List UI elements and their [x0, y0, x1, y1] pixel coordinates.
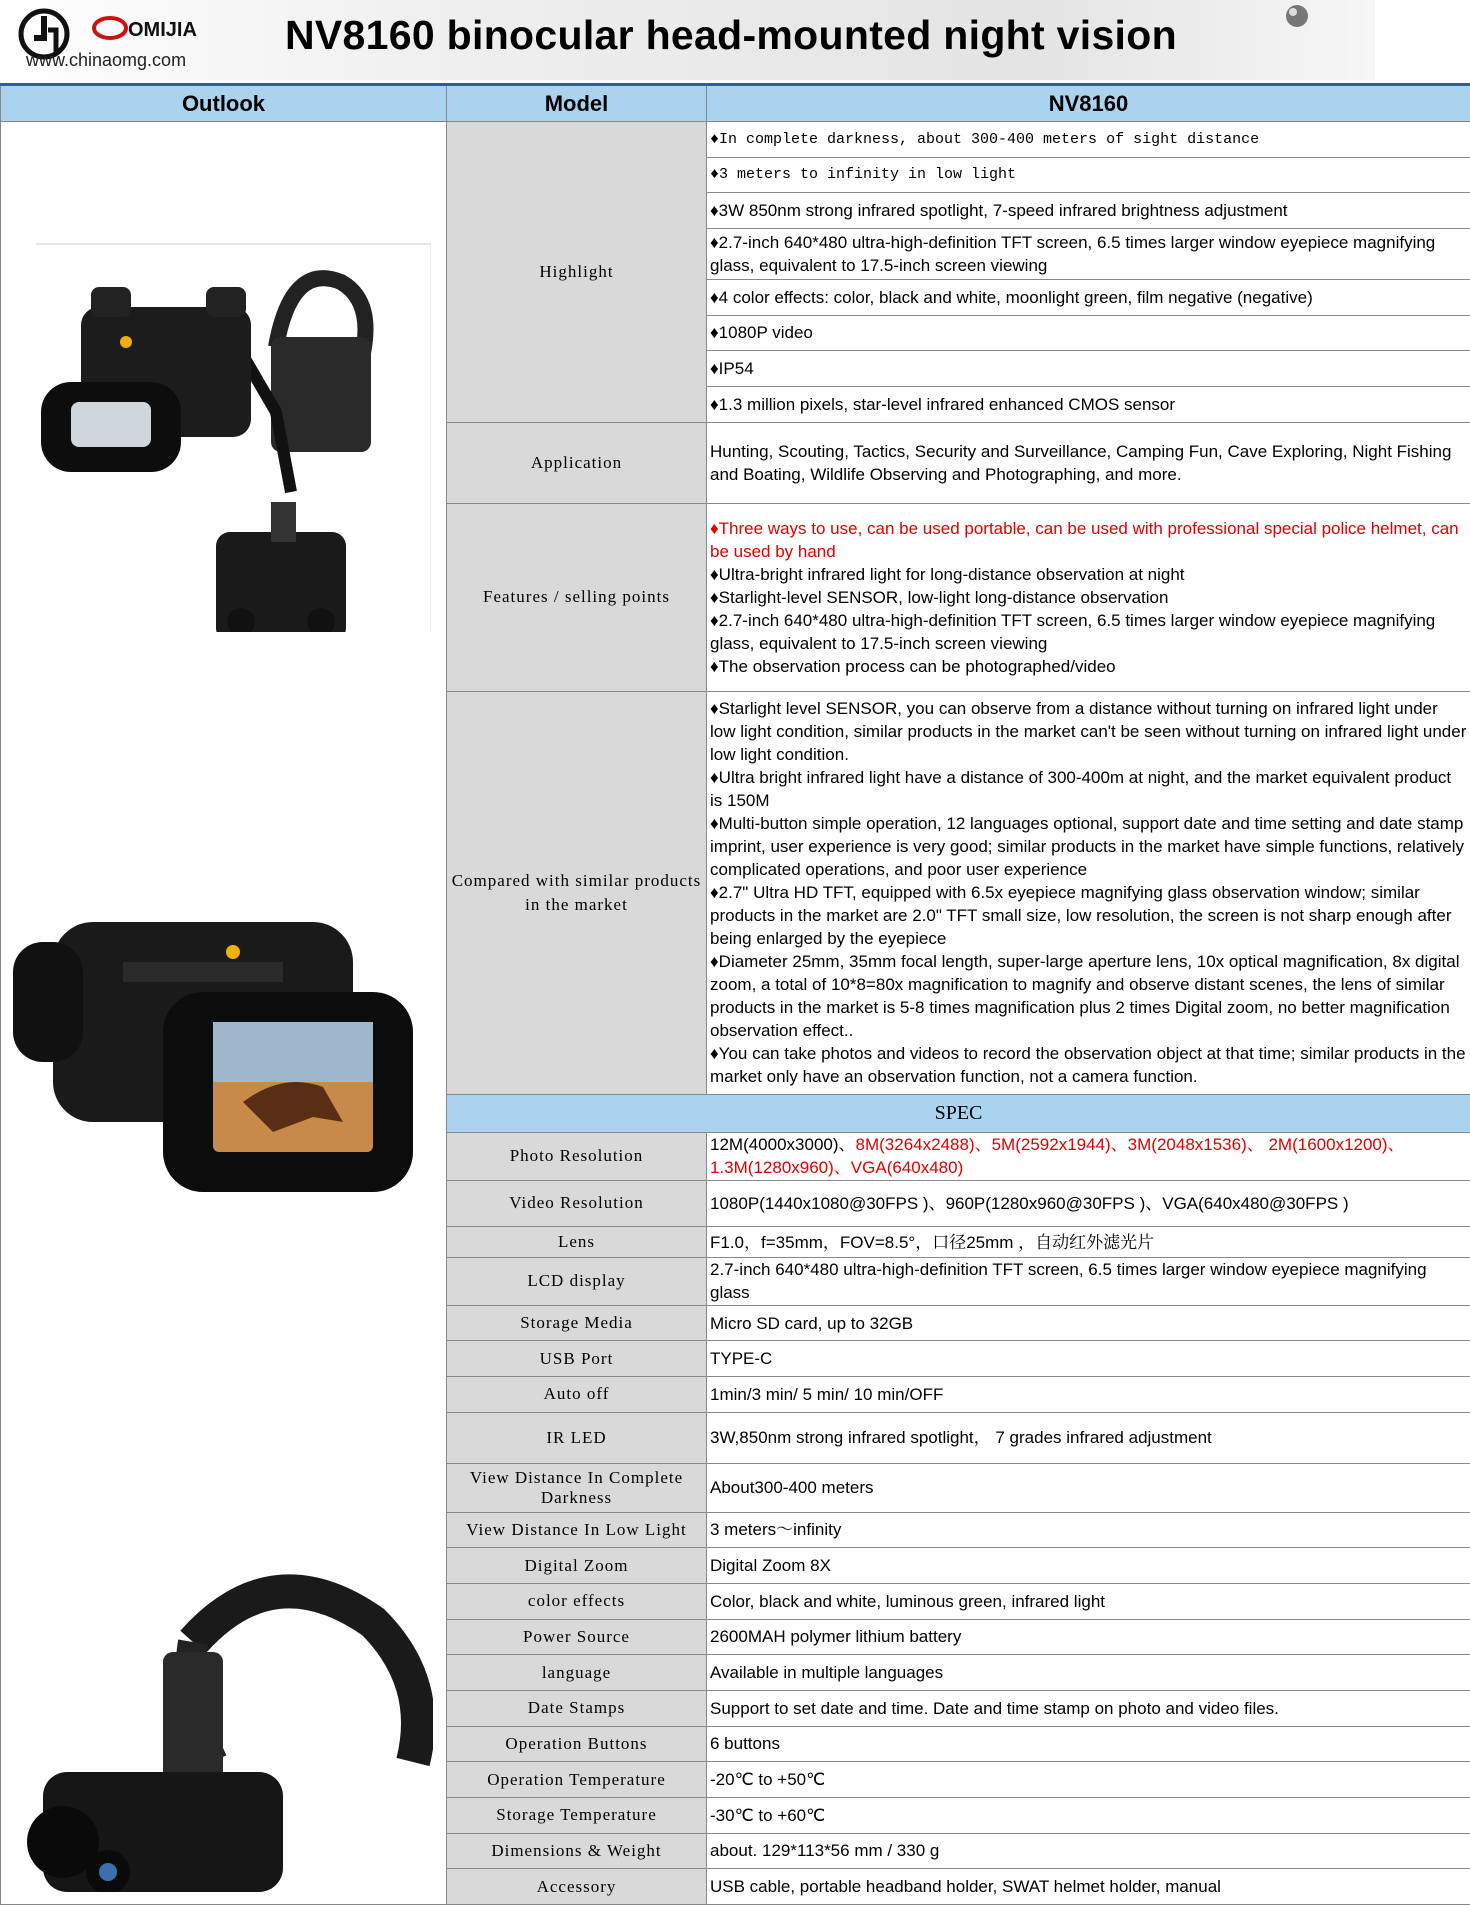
photo-resolution-others: 8M(3264x2488)、5M(2592x1944)、3M(2048x1536)、 2M(1600x1200)、1.3M(1280x960)、VGA(640x480) — [710, 1135, 1405, 1177]
compared-label: Compared with similar products in the market — [447, 691, 707, 1094]
spec-label: LCD display — [447, 1257, 707, 1305]
spec-value: Micro SD card, up to 32GB — [707, 1305, 1470, 1341]
photo-resolution-primary: 12M(4000x3000)、 — [710, 1135, 856, 1154]
spec-value: -30℃ to +60℃ — [707, 1797, 1470, 1833]
product-photo-binocular-screen — [13, 882, 443, 1202]
model-value-header: NV8160 — [707, 85, 1470, 122]
spec-label: Power Source — [447, 1619, 707, 1655]
highlight-item: ♦4 color effects: color, black and white, moonlight green, film negative (negative) — [707, 279, 1470, 315]
features-text — [707, 504, 1470, 691]
product-photos — [1, 122, 447, 1905]
highlight-label: Highlight — [447, 122, 707, 423]
spec-value: About300-400 meters — [707, 1463, 1470, 1512]
spec-label: Storage Temperature — [447, 1797, 707, 1833]
spec-value: Digital Zoom 8X — [707, 1548, 1470, 1584]
spec-label: Dimensions & Weight — [447, 1833, 707, 1869]
page-title: NV8160 binocular head-mounted night vision — [285, 12, 1177, 59]
spec-label: IR LED — [447, 1412, 707, 1463]
compared-text — [707, 691, 1470, 1094]
compared-line: ♦Multi-button simple operation, 12 languages optional, support date and time setting and date stamp imprint, user experience is very good; similar products in the market have simple functions, relatively complicated operations, and poor user experience — [710, 812, 1467, 881]
spec-value: 1080P(1440x1080@30FPS )、960P(1280x960@30FPS )、VGA(640x480@30FPS ) — [707, 1180, 1470, 1227]
highlight-item: ♦3W 850nm strong infrared spotlight, 7-speed infrared brightness adjustment — [707, 193, 1470, 229]
spec-label: Accessory — [447, 1869, 707, 1905]
svg-text:OMIJIA: OMIJIA — [128, 19, 197, 41]
features-highlight-line: ♦Three ways to use, can be used portable, can be used with professional special police helmet, can be used by hand — [710, 517, 1467, 563]
product-photo-headmount-kit — [31, 242, 431, 632]
spec-label: Storage Media — [447, 1305, 707, 1341]
spec-value: about. 129*113*56 mm / 330 g — [707, 1833, 1470, 1869]
spec-label: Date Stamps — [447, 1690, 707, 1726]
table-row — [1, 122, 1470, 158]
spec-label: Lens — [447, 1227, 707, 1258]
highlight-item: ♦2.7-inch 640*480 ultra-high-definition TFT screen, 6.5 times larger window eyepiece magnifying glass, equivalent to 17.5-inch screen viewing — [707, 228, 1470, 279]
website-url[interactable]: www.chinaomg.com — [26, 50, 186, 71]
application-text: Hunting, Scouting, Tactics, Security and Surveillance, Camping Fun, Cave Exploring, Night Fishing and Boating, Wildlife Observing and Photographing, and more. — [707, 422, 1470, 504]
model-header: Model — [447, 85, 707, 122]
spec-label: Digital Zoom — [447, 1548, 707, 1584]
spec-value: 1min/3 min/ 5 min/ 10 min/OFF — [707, 1377, 1470, 1413]
spec-label: Auto off — [447, 1377, 707, 1413]
spec-value: 6 buttons — [707, 1726, 1470, 1762]
spec-value: TYPE-C — [707, 1341, 1470, 1377]
highlight-item: ♦1080P video — [707, 315, 1470, 351]
outlook-header: Outlook — [1, 85, 447, 122]
spec-label: Operation Buttons — [447, 1726, 707, 1762]
spec-value: USB cable, portable headband holder, SWAT helmet holder, manual — [707, 1869, 1470, 1905]
spec-section-title: SPEC — [447, 1094, 1470, 1132]
spec-table — [0, 83, 1470, 1905]
compared-line: ♦Diameter 25mm, 35mm focal length, super-large aperture lens, 10x optical magnification, 8x digital zoom, a total of 10*8=80x magnification to magnify and observe distant scenes, the lens of similar products in the market is 5-8 times magnification plus 2 times Digital zoom, no better magnification observation effect.. — [710, 950, 1467, 1042]
spec-value: Support to set date and time. Date and time stamp on photo and video files. — [707, 1690, 1470, 1726]
spec-label: color effects — [447, 1583, 707, 1619]
table-header — [1, 85, 1470, 122]
spec-label: View Distance In Low Light — [447, 1512, 707, 1548]
compared-line: ♦Starlight level SENSOR, you can observe from a distance without turning on infrared light under low light condition, similar products in the market can't be seen without turning on infrared light under low light condition. — [710, 697, 1467, 766]
features-line: ♦The observation process can be photographed/video — [710, 655, 1467, 678]
spec-value: F1.0，f=35mm，FOV=8.5°，口径25mm ，自动红外滤光片 — [707, 1227, 1470, 1258]
application-label: Application — [447, 422, 707, 504]
spec-value: -20℃ to +50℃ — [707, 1762, 1470, 1798]
compared-line: ♦You can take photos and videos to record the observation object at that time; similar products in the market only have an observation function, not a camera function. — [710, 1042, 1467, 1088]
compared-line: ♦2.7" Ultra HD TFT, equipped with 6.5x eyepiece magnifying glass observation window; similar products in the market are 2.0" TFT small size, low resolution, the screen is not sharp enough after being enlarged by the eyepiece — [710, 881, 1467, 950]
features-line: ♦Ultra-bright infrared light for long-distance observation at night — [710, 563, 1467, 586]
highlight-item: ♦1.3 million pixels, star-level infrared enhanced CMOS sensor — [707, 386, 1470, 422]
spec-label: View Distance In Complete Darkness — [447, 1463, 707, 1512]
spec-value: 3W,850nm strong infrared spotlight， 7 grades infrared adjustment — [707, 1412, 1470, 1463]
spec-label: Operation Temperature — [447, 1762, 707, 1798]
spec-label: USB Port — [447, 1341, 707, 1377]
compared-line: ♦Ultra bright infrared light have a distance of 300-400m at night, and the market equivalent product is 150M — [710, 766, 1467, 812]
features-label: Features / selling points — [447, 504, 707, 691]
spec-value — [707, 1132, 1470, 1180]
features-line: ♦Starlight-level SENSOR, low-light long-distance observation — [710, 586, 1467, 609]
spec-label: Photo Resolution — [447, 1132, 707, 1180]
spec-value: 2600MAH polymer lithium battery — [707, 1619, 1470, 1655]
brand-wordmark — [88, 10, 218, 50]
spec-value: 2.7-inch 640*480 ultra-high-definition TFT screen, 6.5 times larger window eyepiece magnifying glass — [707, 1257, 1470, 1305]
spec-value: 3 meters～infinity — [707, 1512, 1470, 1548]
spec-label: Video Resolution — [447, 1180, 707, 1227]
features-line: ♦2.7-inch 640*480 ultra-high-definition TFT screen, 6.5 times larger window eyepiece magnifying glass, equivalent to 17.5-inch screen viewing — [710, 609, 1467, 655]
decorative-sphere-icon — [1265, 2, 1325, 42]
spec-value: Available in multiple languages — [707, 1655, 1470, 1691]
highlight-item: ♦In complete darkness, about 300-400 meters of sight distance — [707, 122, 1470, 158]
spec-value: Color, black and white, luminous green, infrared light — [707, 1583, 1470, 1619]
header-banner — [0, 0, 1375, 80]
highlight-item: ♦IP54 — [707, 351, 1470, 387]
spec-label: language — [447, 1655, 707, 1691]
highlight-item: ♦3 meters to infinity in low light — [707, 157, 1470, 193]
product-photo-headmount-side — [13, 1562, 433, 1892]
